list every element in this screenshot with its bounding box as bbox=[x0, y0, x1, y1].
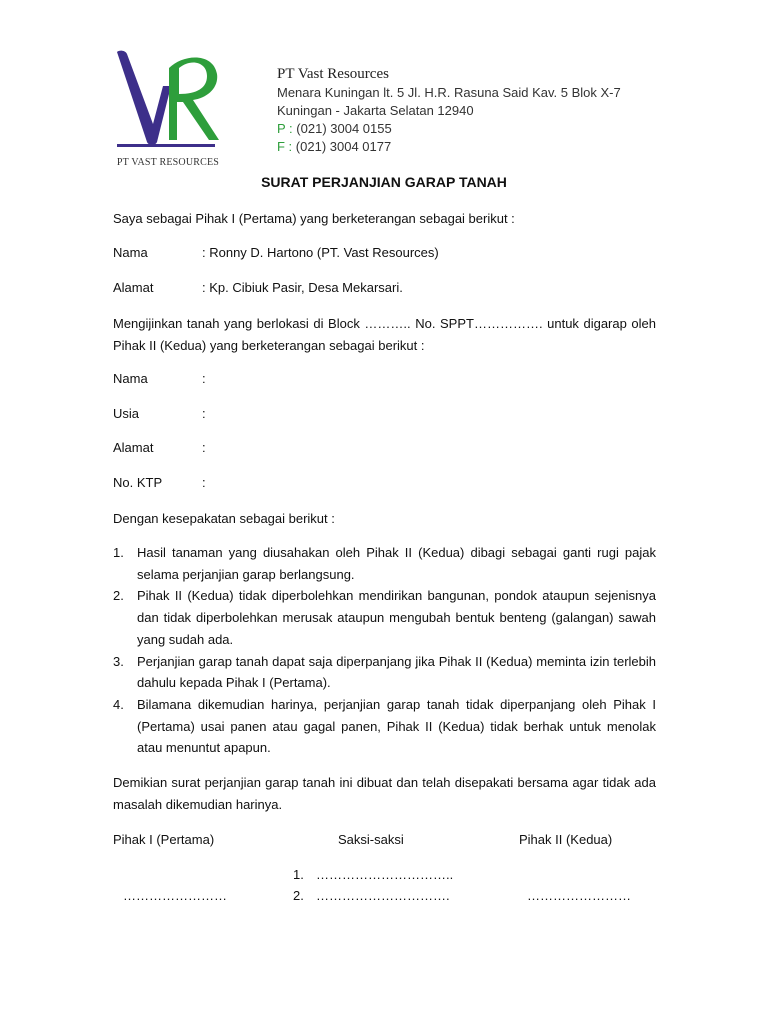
company-phone bbox=[277, 120, 621, 138]
fax-number: (021) 3004 0177 bbox=[295, 139, 392, 154]
party1-name-value: : Ronny D. Hartono (PT. Vast Resources) bbox=[202, 245, 439, 260]
company-fax bbox=[277, 138, 621, 156]
company-logo bbox=[113, 46, 223, 171]
term-item bbox=[113, 585, 656, 650]
witness-2-number: 2. bbox=[293, 888, 304, 903]
party2-address-label: Alamat bbox=[113, 440, 154, 455]
term-number: 4. bbox=[113, 696, 124, 712]
party2-address-value: : bbox=[202, 440, 206, 455]
phone-number: (021) 3004 0155 bbox=[296, 121, 392, 136]
party2-ktp-value: : bbox=[202, 475, 206, 490]
logo-caption: PT VAST RESOURCES bbox=[116, 157, 220, 168]
term-number: 3. bbox=[113, 653, 124, 669]
party1-name-label: Nama bbox=[113, 245, 148, 260]
agreement-intro: Dengan kesepakatan sebagai berikut : bbox=[113, 511, 335, 526]
terms-list bbox=[113, 542, 656, 759]
term-item bbox=[113, 651, 656, 694]
phone-prefix: P : bbox=[277, 121, 293, 136]
party2-signature-line: …………………… bbox=[527, 888, 631, 903]
term-text: Bilamana dikemudian harinya, perjanjian garap tanah tidak diperpanjang oleh Pihak I (Pertama) usai panen atau gagal panen, Pihak II (Kedua) tidak berhak untuk menolak atau menuntut apapun. bbox=[137, 696, 656, 756]
witness-1-number: 1. bbox=[293, 867, 304, 882]
party2-age-label: Usia bbox=[113, 406, 140, 421]
party1-signature-line: …………………… bbox=[123, 888, 227, 903]
party2-age-value: : bbox=[202, 406, 206, 421]
closing-text: Demikian surat perjanjian garap tanah ini dibuat dan telah disepakati bersama agar tidak ada masalah dikemudian harinya. bbox=[113, 775, 656, 812]
party2-name-label: Nama bbox=[113, 371, 148, 386]
witness-1-line: ………………………….. bbox=[316, 867, 454, 882]
term-text: Perjanjian garap tanah dapat saja diperpanjang jika Pihak II (Kedua) meminta izin terlebih dahulu kepada Pihak I (Pertama). bbox=[137, 653, 656, 691]
permission-text: Mengijinkan tanah yang berlokasi di Block ……….. No. SPPT……………. untuk digarap oleh Pihak II (Kedua) yang berketerangan sebagai berikut : bbox=[113, 316, 656, 353]
company-info bbox=[277, 64, 621, 156]
term-text: Hasil tanaman yang diusahakan oleh Pihak II (Kedua) dibagi sebagai ganti rugi pajak selama perjanjian garap berlangsung. bbox=[137, 545, 656, 582]
company-address-line-1: Menara Kuningan lt. 5 Jl. H.R. Rasuna Said Kav. 5 Blok X-7 bbox=[277, 85, 621, 100]
party1-address-value: : Kp. Cibiuk Pasir, Desa Mekarsari. bbox=[202, 280, 403, 295]
party2-signature-label: Pihak II (Kedua) bbox=[519, 832, 613, 847]
document-title: SURAT PERJANJIAN GARAP TANAH bbox=[261, 174, 507, 190]
company-name: PT Vast Resources bbox=[277, 66, 389, 82]
vr-logo-icon bbox=[113, 46, 223, 156]
intro-text: Saya sebagai Pihak I (Pertama) yang berketerangan sebagai berikut : bbox=[113, 211, 515, 226]
party1-signature-label: Pihak I (Pertama) bbox=[113, 832, 215, 847]
party1-address-label: Alamat bbox=[113, 280, 154, 295]
term-text: Pihak II (Kedua) tidak diperbolehkan mendirikan bangunan, pondok ataupun sejenisnya dan tidak diperbolehkan merusak ataupun mengubah bentuk benteng (galangan) sawah yang sudah ada. bbox=[137, 588, 656, 647]
party2-ktp-label: No. KTP bbox=[113, 475, 163, 490]
term-item bbox=[113, 542, 656, 585]
term-number: 2. bbox=[113, 588, 124, 604]
fax-prefix: F : bbox=[277, 139, 293, 154]
party2-name-value: : bbox=[202, 371, 206, 386]
term-item bbox=[113, 694, 656, 759]
company-address-line-2: Kuningan - Jakarta Selatan 12940 bbox=[277, 103, 474, 118]
term-number: 1. bbox=[113, 545, 124, 560]
witness-2-line: …………………………. bbox=[316, 888, 450, 903]
witness-label: Saksi-saksi bbox=[338, 832, 404, 847]
